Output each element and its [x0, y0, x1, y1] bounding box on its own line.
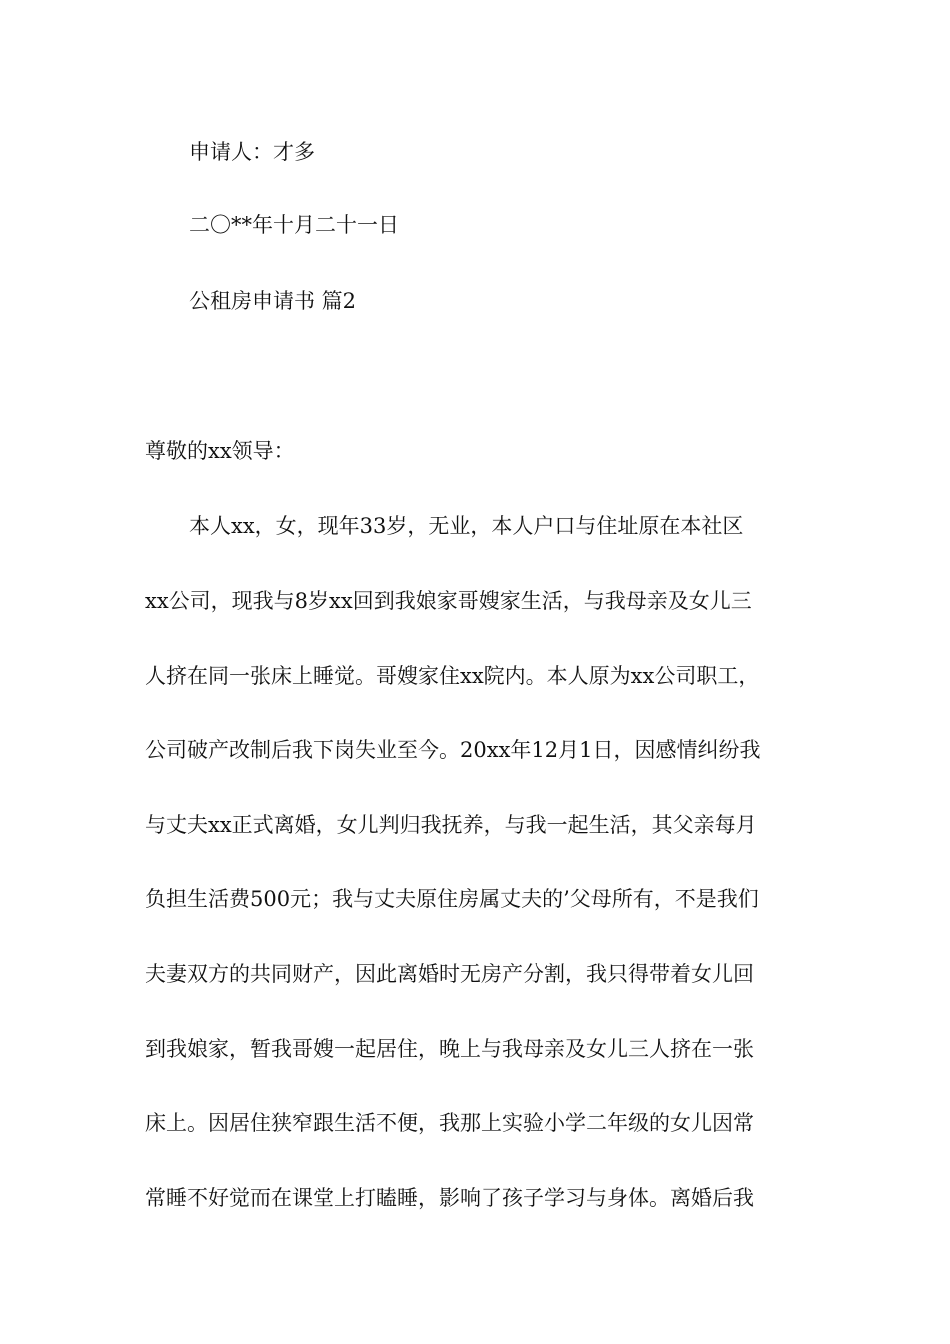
- body-line: 与丈夫xx正式离婚，女儿判归我抚养，与我一起生活，其父亲每月: [145, 813, 757, 837]
- body-line: 公司破产改制后我下岗失业至今。20xx年12月1日，因感情纠纷我: [145, 738, 761, 762]
- section-title: 公租房申请书 篇2: [189, 289, 357, 313]
- body-line: 到我娘家，暂我哥嫂一起居住，晚上与我母亲及女儿三人挤在一张: [145, 1037, 754, 1061]
- body-line: 常睡不好觉而在课堂上打瞌睡，影响了孩子学习与身体。离婚后我: [145, 1186, 754, 1210]
- body-line: 床上。因居住狭窄跟生活不便，我那上实验小学二年级的女儿因常: [145, 1111, 754, 1135]
- salutation: 尊敬的xx领导：: [145, 439, 295, 463]
- body-line: xx公司，现我与8岁xx回到我娘家哥嫂家生活，与我母亲及女儿三: [145, 589, 752, 613]
- date-line: 二〇**年十月二十一日: [189, 213, 399, 237]
- body-line: 人挤在同一张床上睡觉。哥嫂家住xx院内。本人原为xx公司职工，: [145, 664, 760, 688]
- body-line: 负担生活费500元；我与丈夫原住房属丈夫的’父母所有，不是我们: [145, 887, 759, 911]
- body-line: 夫妻双方的共同财产，因此离婚时无房产分割，我只得带着女儿回: [145, 962, 754, 986]
- body-line: 本人xx，女，现年33岁，无业，本人户口与住址原在本社区: [189, 514, 744, 538]
- applicant-line: 申请人：才多: [189, 140, 315, 164]
